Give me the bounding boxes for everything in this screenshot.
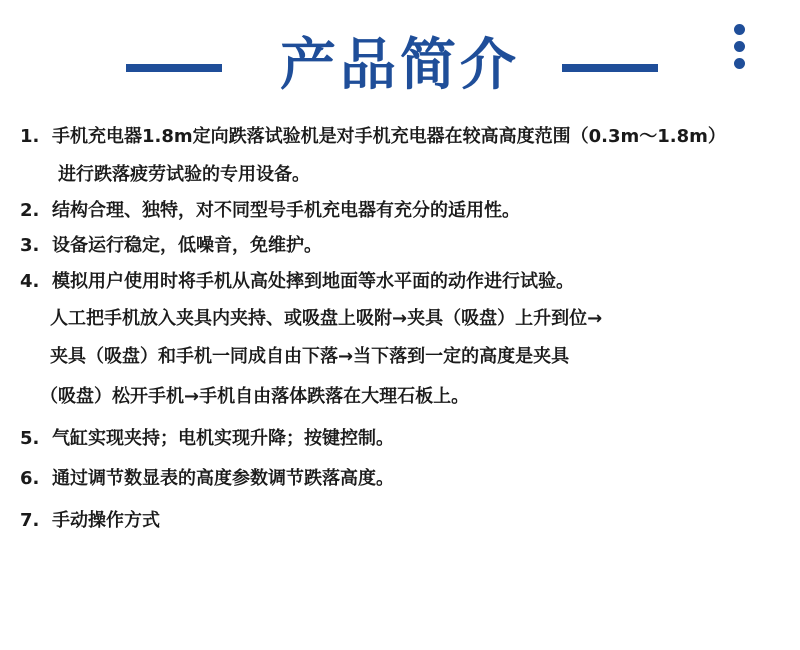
list-item-7 — [20, 508, 790, 534]
list-item-5 — [20, 426, 790, 452]
item-text: 气缸实现夹持；电机实现升降；按键控制。 — [52, 428, 394, 449]
item-number: 5. — [20, 428, 40, 449]
item-number: 6. — [20, 468, 40, 489]
item-text: 结构合理、独特，对不同型号手机充电器有充分的适用性。 — [52, 200, 520, 221]
item-text: 手动操作方式 — [52, 510, 160, 531]
item-number: 7. — [20, 510, 40, 531]
item-text: 设备运行稳定，低噪音，免维护。 — [52, 235, 322, 256]
item-number: 2. — [20, 200, 40, 221]
header — [0, 0, 800, 110]
item-text: 手机充电器1.8m定向跌落试验机是对手机充电器在较高高度范围（0.3m～1.8m） — [52, 126, 726, 147]
vertical-dots-icon[interactable] — [734, 24, 748, 75]
item-4-continuation-1: 人工把手机放入夹具内夹持、或吸盘上吸附→夹具（吸盘）上升到位→ — [50, 308, 603, 329]
list-item-4 — [20, 269, 790, 295]
page-title: 产品简介 — [280, 33, 520, 98]
item-1-continuation: 进行跌落疲劳试验的专用设备。 — [58, 164, 310, 185]
list-item-2 — [20, 198, 790, 224]
list-item-6 — [20, 466, 790, 492]
item-text: 模拟用户使用时将手机从高处摔到地面等水平面的动作进行试验。 — [52, 271, 574, 292]
dot — [734, 24, 745, 35]
dot — [734, 41, 745, 52]
dot — [734, 58, 745, 69]
list-item-1 — [20, 124, 790, 150]
item-number: 1. — [20, 126, 40, 147]
title-bar-right — [562, 64, 658, 72]
item-4-continuation-2: 夹具（吸盘）和手机一同成自由下落→当下落到一定的高度是夹具 — [50, 346, 570, 367]
item-number: 3. — [20, 235, 40, 256]
item-4-continuation-3: （吸盘）松开手机→手机自由落体跌落在大理石板上。 — [40, 386, 470, 407]
item-number: 4. — [20, 271, 40, 292]
item-text: 通过调节数显表的高度参数调节跌落高度。 — [52, 468, 394, 489]
list-item-3 — [20, 233, 790, 259]
